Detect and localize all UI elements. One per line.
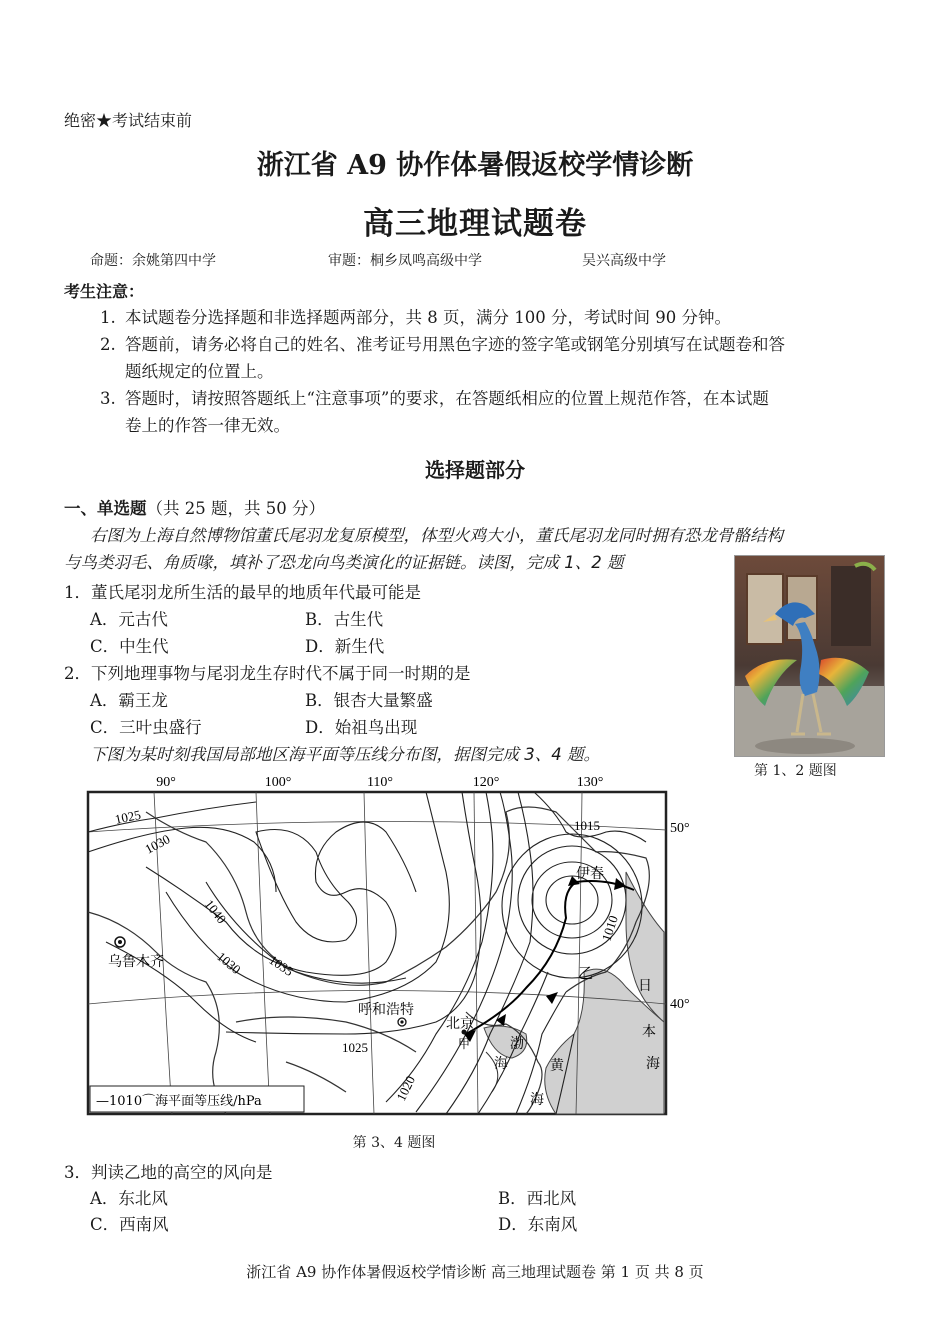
place-urumqi: 乌鲁木齐 <box>108 954 164 970</box>
q3-option-c[interactable]: C．西南风 <box>90 1215 169 1234</box>
notice-text: 本试题卷分选择题和非选择题两部分，共 8 页，满分 100 分，考试时间 90 分钟。 <box>125 308 731 327</box>
isobar-label: 1015 <box>574 818 600 833</box>
place-jia: 甲 <box>458 1037 471 1051</box>
isobar-map <box>86 772 698 1117</box>
q2-option-d[interactable]: D．始祖鸟出现 <box>305 718 418 737</box>
place-yichun: 伊春 <box>576 866 604 882</box>
map-legend: —1010⌒海平面等压线/hPa <box>96 1094 262 1109</box>
place-huanghai-2: 海 <box>530 1092 544 1108</box>
paper-title: 高三地理试题卷 <box>363 206 587 242</box>
figure-2-caption: 第 3、4 题图 <box>352 1135 436 1151</box>
place-yi: 乙 <box>578 964 594 982</box>
place-bohai-1: 渤 <box>510 1036 524 1052</box>
notice-item <box>100 331 890 385</box>
place-huanghai-1: 黄 <box>550 1058 564 1074</box>
lat-label: 50° <box>670 821 690 836</box>
lat-label: 40° <box>670 997 690 1012</box>
notice-number: 3. <box>100 389 116 408</box>
confidential-label: 绝密★考试结束前 <box>64 111 193 130</box>
page-footer: 浙江省 A9 协作体暑假返校学情诊断 高三地理试题卷 第 1 页 共 8 页 <box>246 1263 704 1281</box>
reviewer-school-2: 吴兴高级中学 <box>582 253 666 269</box>
notice-number: 1. <box>100 308 116 327</box>
notice-heading: 考生注意： <box>64 282 145 301</box>
place-bohai-2: 海 <box>494 1056 508 1072</box>
part-detail: （共 25 题，共 50 分） <box>146 499 325 518</box>
place-japan-3: 海 <box>646 1056 660 1072</box>
figure-1-caption: 第 1、2 题图 <box>754 763 837 779</box>
q2-option-a[interactable]: A．霸王龙 <box>90 691 168 710</box>
part-label: 一、单选题 <box>64 499 147 518</box>
notice-text: 答题时，请按照答题纸上“注意事项”的要求，在答题纸相应的位置上规范作答，在本试题 <box>125 389 769 408</box>
isobar-label: 1040 <box>201 896 230 927</box>
lon-label: 90° <box>156 775 176 790</box>
isobar-label: 1025 <box>113 806 143 827</box>
question-2-stem: 2．下列地理事物与尾羽龙生存时代不属于同一时期的是 <box>64 664 471 683</box>
intro-line: 与鸟类羽毛、角质喙，填补了恐龙向鸟类演化的证据链。读图，完成 1、2 题 <box>64 553 624 572</box>
question-1-stem: 1．董氏尾羽龙所生活的最早的地质年代最可能是 <box>64 583 421 602</box>
question-3-stem: 3．判读乙地的高空的风向是 <box>64 1163 273 1182</box>
isobar-label: 1010 <box>598 913 621 943</box>
place-japan-1: 日 <box>638 978 652 994</box>
lon-label: 120° <box>472 775 500 790</box>
notice-number: 2. <box>100 335 116 354</box>
q1-option-d[interactable]: D．新生代 <box>305 637 385 656</box>
section-title: 选择题部分 <box>425 458 525 482</box>
isobar-label: 1020 <box>393 1073 419 1104</box>
isobar-label: 1025 <box>342 1040 368 1055</box>
lon-label: 130° <box>576 775 604 790</box>
lon-label: 110° <box>366 775 394 790</box>
notice-item <box>100 385 890 439</box>
intro-line: 右图为上海自然博物馆董氏尾羽龙复原模型，体型火鸡大小，董氏尾羽龙同时拥有恐龙骨骼结构 <box>90 526 783 545</box>
q3-option-a[interactable]: A．东北风 <box>90 1189 168 1208</box>
lon-label: 100° <box>264 775 292 790</box>
setter-school: 命题：余姚第四中学 <box>90 253 216 269</box>
place-hohhot: 呼和浩特 <box>358 1002 414 1018</box>
place-beijing: 北京 <box>446 1016 474 1032</box>
reviewer-school: 审题：桐乡凤鸣高级中学 <box>328 253 482 269</box>
q1-option-c[interactable]: C．中生代 <box>90 637 169 656</box>
notice-text-cont: 题纸规定的位置上。 <box>125 362 274 381</box>
notice-item <box>100 304 890 331</box>
q2-option-b[interactable]: B．银杏大量繁盛 <box>305 691 433 710</box>
intro-paragraph-2: 下图为某时刻我国局部地区海平面等压线分布图，据图完成 3、4 题。 <box>90 745 600 764</box>
q3-option-d[interactable]: D．东南风 <box>498 1215 578 1234</box>
part-heading <box>64 495 325 519</box>
isobar-label: 1030 <box>142 831 173 857</box>
dinosaur-model-photo <box>734 555 885 757</box>
q1-option-b[interactable]: B．古生代 <box>305 610 384 629</box>
q2-option-c[interactable]: C．三叶虫盛行 <box>90 718 202 737</box>
place-japan-2: 本 <box>642 1024 656 1040</box>
notice-text: 答题前，请务必将自己的姓名、准考证号用黑色字迹的签字笔或钢笔分别填写在试题卷和答 <box>125 335 785 354</box>
notice-text-cont: 卷上的作答一律无效。 <box>125 416 290 435</box>
isobar-label: 1035 <box>266 952 297 980</box>
isobar-label: 1030 <box>214 948 244 978</box>
q1-option-a[interactable]: A．元古代 <box>90 610 168 629</box>
exam-title: 浙江省 A9 协作体暑假返校学情诊断 <box>256 150 694 181</box>
q3-option-b[interactable]: B．西北风 <box>498 1189 577 1208</box>
